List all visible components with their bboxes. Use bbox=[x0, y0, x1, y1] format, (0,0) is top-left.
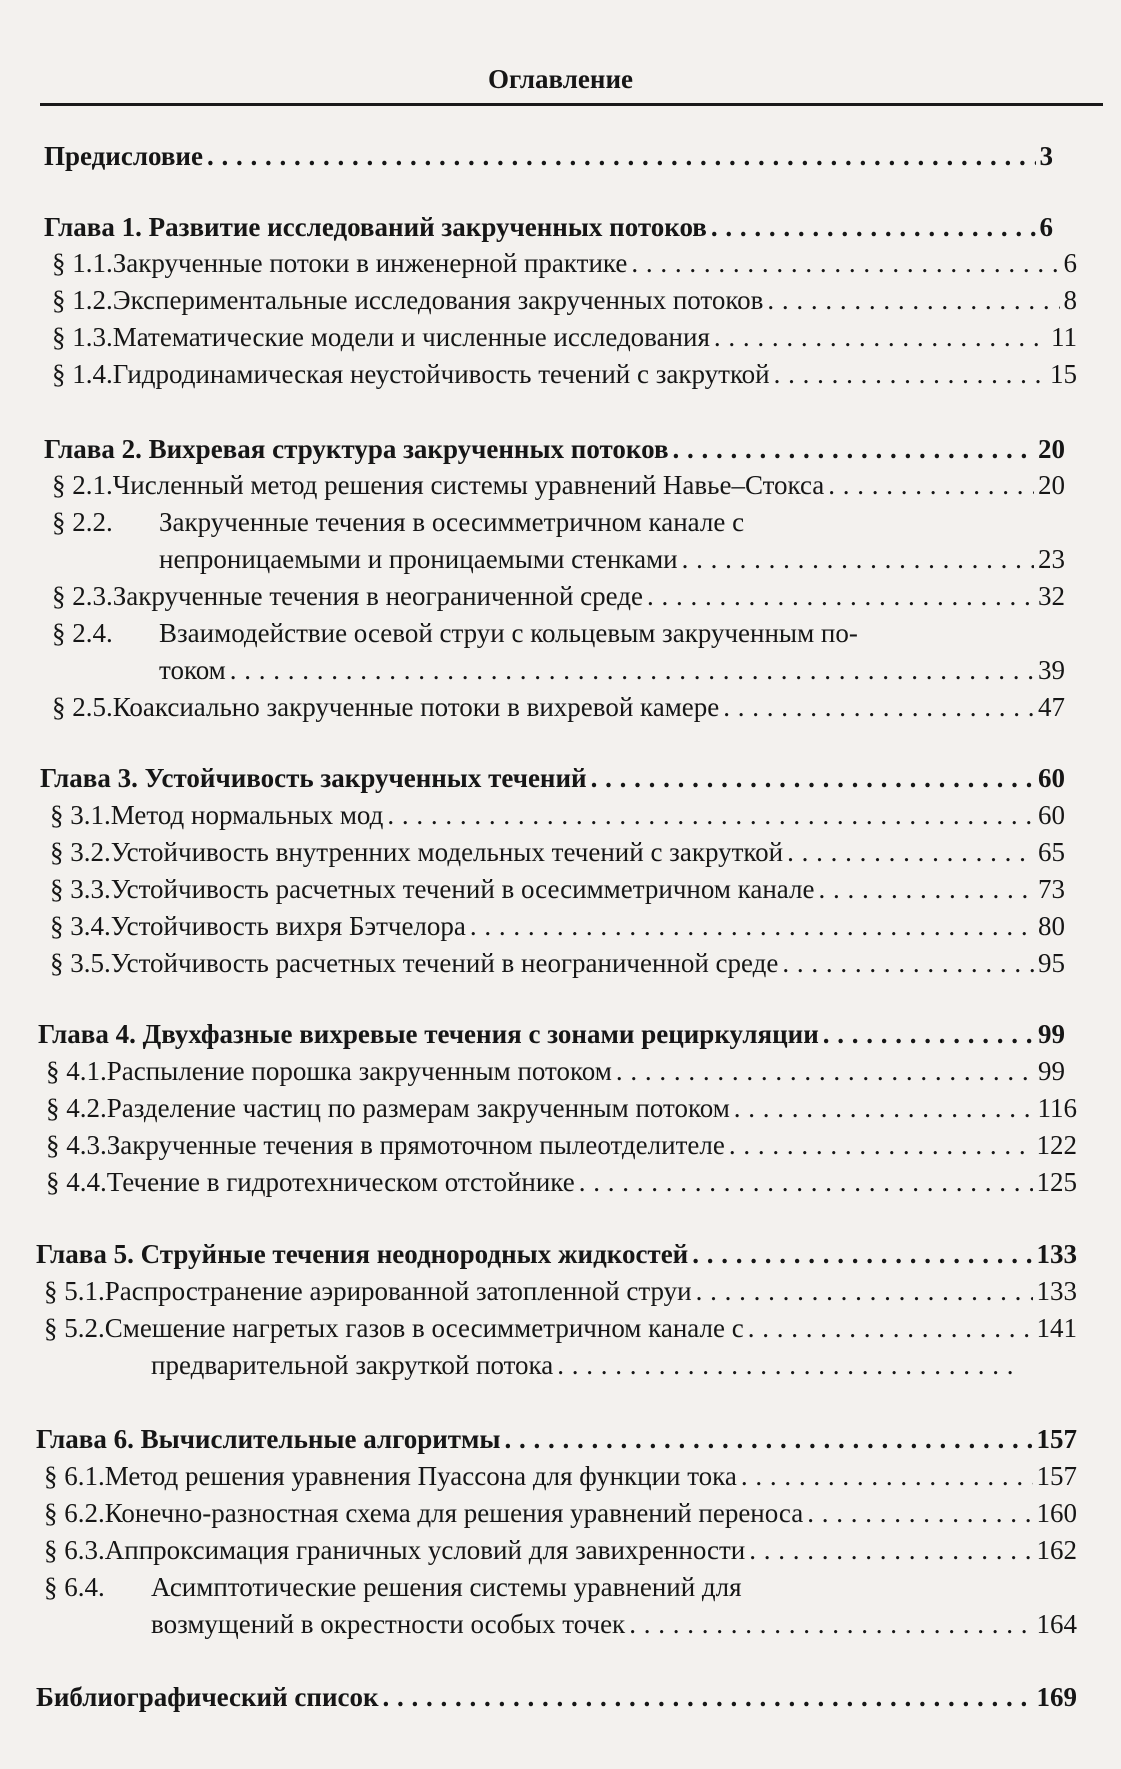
section-page: 99 bbox=[1038, 1056, 1065, 1086]
section-number: § 4.3. bbox=[46, 1130, 107, 1160]
dot-leader bbox=[616, 1055, 1034, 1087]
toc-entry-chapter-4[interactable] bbox=[38, 1018, 1065, 1050]
section-title: Метод решения уравнения Пуассона для функции тока bbox=[104, 1461, 737, 1491]
dot-leader bbox=[749, 1534, 1032, 1566]
section-title: Закрученные течения в неограниченной среде bbox=[112, 581, 643, 611]
section-page: 47 bbox=[1038, 692, 1065, 722]
dot-leader bbox=[714, 321, 1047, 353]
section-title: Распространение аэрированной затопленной струи bbox=[104, 1276, 692, 1306]
section-number: § 2.2. bbox=[52, 507, 113, 537]
dot-leader bbox=[696, 1275, 1033, 1307]
section-page: 164 bbox=[1036, 1609, 1077, 1639]
toc-entry-section-4-2[interactable] bbox=[46, 1092, 1077, 1124]
section-title: Численный метод решения системы уравнений Навье–Стокса bbox=[112, 470, 825, 500]
dot-leader bbox=[823, 1018, 1034, 1050]
section-title-continued: током bbox=[159, 655, 226, 685]
section-title: Коаксиально закрученные потоки в вихревой камере bbox=[112, 692, 720, 722]
section-number: § 6.4. bbox=[44, 1572, 105, 1602]
chapter-title: Глава 1. Развитие исследований закрученных потоков bbox=[44, 212, 707, 242]
chapter-title: Глава 6. Вычислительные алгоритмы bbox=[36, 1424, 501, 1454]
toc-entry-section-2-4-cont[interactable] bbox=[159, 654, 1065, 686]
toc-entry-section-6-4[interactable] bbox=[44, 1571, 1077, 1603]
section-title: Закрученные течения в прямоточном пылеотделителе bbox=[106, 1130, 725, 1160]
dot-leader bbox=[692, 1238, 1032, 1270]
toc-heading: Оглавление bbox=[488, 64, 633, 94]
section-title: Устойчивость внутренних модельных течений с закруткой bbox=[110, 837, 784, 867]
toc-entry-section-5-1[interactable] bbox=[44, 1275, 1077, 1307]
section-title: Гидродинамическая неустойчивость течений с закруткой bbox=[112, 359, 770, 389]
dot-leader bbox=[673, 433, 1034, 465]
section-number: § 1.2. bbox=[52, 285, 113, 315]
chapter-title: Глава 3. Устойчивость закрученных течений bbox=[40, 763, 587, 793]
section-title: Экспериментальные исследования закрученных потоков bbox=[112, 285, 764, 315]
dot-leader bbox=[591, 762, 1034, 794]
section-number: § 3.3. bbox=[50, 874, 111, 904]
section-page: 73 bbox=[1038, 874, 1065, 904]
dot-leader bbox=[729, 1129, 1033, 1161]
toc-entry-section-6-4-cont[interactable] bbox=[151, 1608, 1077, 1640]
section-page: 160 bbox=[1036, 1498, 1077, 1528]
toc-entry-chapter-2[interactable] bbox=[44, 433, 1065, 465]
dot-leader bbox=[631, 247, 1059, 279]
toc-entry-section-4-1[interactable] bbox=[46, 1055, 1065, 1087]
section-number: § 6.2. bbox=[44, 1498, 105, 1528]
section-title: Распыление порошка закрученным потоком bbox=[106, 1056, 612, 1086]
toc-entry-section-5-2[interactable] bbox=[44, 1312, 1077, 1344]
section-title: Смешение нагретых газов в осесимметричном канале с bbox=[104, 1313, 744, 1343]
chapter-page: 60 bbox=[1038, 763, 1065, 793]
toc-entry-section-3-1[interactable] bbox=[50, 799, 1065, 831]
section-number: § 3.1. bbox=[50, 800, 111, 830]
toc-entry-section-3-3[interactable] bbox=[50, 873, 1065, 905]
section-page: 32 bbox=[1038, 581, 1065, 611]
toc-entry-section-4-4[interactable] bbox=[46, 1166, 1077, 1198]
section-number: § 3.2. bbox=[50, 837, 111, 867]
section-number: § 2.3. bbox=[52, 581, 113, 611]
toc-entry-section-1-3[interactable] bbox=[52, 321, 1077, 353]
dot-leader bbox=[819, 873, 1035, 905]
toc-entry-section-2-3[interactable] bbox=[52, 580, 1065, 612]
section-page: 141 bbox=[1036, 1313, 1077, 1343]
dot-leader bbox=[505, 1423, 1033, 1455]
section-page: 95 bbox=[1038, 948, 1065, 978]
dot-leader bbox=[387, 799, 1034, 831]
section-title: Конечно-разностная схема для решения уравнений переноса bbox=[104, 1498, 804, 1528]
section-page: 8 bbox=[1063, 285, 1077, 315]
section-number: § 2.5. bbox=[52, 692, 113, 722]
dot-leader bbox=[748, 1312, 1033, 1344]
toc-entry-section-6-3[interactable] bbox=[44, 1534, 1077, 1566]
section-page: 116 bbox=[1037, 1093, 1077, 1123]
section-page: 65 bbox=[1038, 837, 1065, 867]
section-title: Метод нормальных мод bbox=[110, 800, 384, 830]
toc-entry-section-2-2-cont[interactable] bbox=[159, 543, 1065, 575]
entry-page: 169 bbox=[1036, 1682, 1077, 1712]
section-title: Закрученные потоки в инженерной практике bbox=[112, 248, 628, 278]
toc-entry-chapter-6[interactable] bbox=[36, 1423, 1077, 1455]
section-number: § 1.3. bbox=[52, 322, 113, 352]
dot-leader bbox=[767, 284, 1059, 316]
toc-entry-chapter-1[interactable] bbox=[44, 211, 1053, 243]
section-page: 162 bbox=[1036, 1535, 1077, 1565]
section-number: § 3.4. bbox=[50, 911, 111, 941]
toc-entry-chapter-3[interactable] bbox=[40, 762, 1065, 794]
section-title: Математические модели и численные исследования bbox=[112, 322, 710, 352]
chapter-page: 133 bbox=[1036, 1239, 1077, 1269]
dot-leader bbox=[711, 211, 1036, 243]
dot-leader bbox=[774, 358, 1046, 390]
section-page: 157 bbox=[1036, 1461, 1077, 1491]
section-title-continued: непроницаемыми и проницаемыми стенками bbox=[159, 544, 678, 574]
chapter-page: 99 bbox=[1038, 1019, 1065, 1049]
toc-entry-section-1-1[interactable] bbox=[52, 247, 1077, 279]
dot-leader bbox=[807, 1497, 1032, 1529]
toc-entry-section-2-1[interactable] bbox=[52, 469, 1065, 501]
section-title: Взаимодействие осевой струи с кольцевым закрученным по- bbox=[159, 618, 858, 648]
section-number: § 3.5. bbox=[50, 948, 111, 978]
toc-entry-section-3-4[interactable] bbox=[50, 910, 1065, 942]
dot-leader bbox=[741, 1460, 1033, 1492]
section-page: 23 bbox=[1038, 544, 1065, 574]
section-title: Устойчивость расчетных течений в осесимметричном канале bbox=[110, 874, 815, 904]
section-page: 122 bbox=[1036, 1130, 1077, 1160]
dot-leader bbox=[470, 910, 1034, 942]
section-number: § 2.4. bbox=[52, 618, 113, 648]
toc-entry-section-4-3[interactable] bbox=[46, 1129, 1077, 1161]
dot-leader bbox=[579, 1166, 1033, 1198]
section-page: 6 bbox=[1063, 248, 1077, 278]
chapter-page: 6 bbox=[1039, 212, 1053, 242]
dot-leader bbox=[787, 836, 1034, 868]
chapter-title: Глава 4. Двухфазные вихревые течения с зонами рециркуляции bbox=[38, 1019, 819, 1049]
section-number: § 5.1. bbox=[44, 1276, 105, 1306]
chapter-title: Глава 2. Вихревая структура закрученных потоков bbox=[44, 434, 669, 464]
section-title-continued: возмущений в окрестности особых точек bbox=[151, 1609, 626, 1639]
toc-entry-chapter-5[interactable] bbox=[36, 1238, 1077, 1270]
toc-entry-section-1-4[interactable] bbox=[52, 358, 1077, 390]
section-title: Разделение частиц по размерам закрученным потоком bbox=[106, 1093, 730, 1123]
chapter-title: Глава 5. Струйные течения неоднородных жидкостей bbox=[36, 1239, 689, 1269]
section-number: § 1.1. bbox=[52, 248, 113, 278]
dot-leader bbox=[828, 469, 1034, 501]
chapter-page: 157 bbox=[1036, 1424, 1077, 1454]
section-title: Закрученные течения в осесимметричном канале с bbox=[159, 507, 745, 537]
section-page: 125 bbox=[1036, 1167, 1077, 1197]
section-number: § 2.1. bbox=[52, 470, 113, 500]
section-number: § 4.2. bbox=[46, 1093, 107, 1123]
dot-leader bbox=[647, 580, 1034, 612]
toc-entry-section-3-2[interactable] bbox=[50, 836, 1065, 868]
dot-leader bbox=[682, 543, 1034, 575]
dot-leader bbox=[557, 1349, 1017, 1381]
section-number: § 5.2. bbox=[44, 1313, 105, 1343]
dot-leader bbox=[207, 140, 1036, 172]
section-page: 80 bbox=[1038, 911, 1065, 941]
section-page: 60 bbox=[1038, 800, 1065, 830]
dot-leader bbox=[383, 1681, 1033, 1713]
section-number: § 4.4. bbox=[46, 1167, 107, 1197]
section-number: § 1.4. bbox=[52, 359, 113, 389]
heading-rule bbox=[40, 103, 1103, 106]
section-page: 39 bbox=[1038, 655, 1065, 685]
toc-entry-bibliography[interactable] bbox=[36, 1681, 1077, 1713]
toc-entry-section-1-2[interactable] bbox=[52, 284, 1077, 316]
section-number: § 4.1. bbox=[46, 1056, 107, 1086]
section-page: 20 bbox=[1038, 470, 1065, 500]
toc-entry-section-2-4[interactable] bbox=[52, 617, 1065, 649]
section-number: § 6.1. bbox=[44, 1461, 105, 1491]
section-page: 133 bbox=[1036, 1276, 1077, 1306]
section-title: Устойчивость вихря Бэтчелора bbox=[110, 911, 466, 941]
entry-title: Библиографический список bbox=[36, 1682, 379, 1712]
chapter-page: 20 bbox=[1038, 434, 1065, 464]
toc-entry-section-2-5[interactable] bbox=[52, 691, 1065, 723]
toc-entry-section-5-2-cont[interactable] bbox=[151, 1349, 1021, 1381]
entry-title: Предисловие bbox=[44, 141, 203, 171]
section-title: Аппроксимация граничных условий для завихренности bbox=[104, 1535, 746, 1565]
toc-entry-section-6-1[interactable] bbox=[44, 1460, 1077, 1492]
dot-leader bbox=[629, 1608, 1032, 1640]
dot-leader bbox=[723, 691, 1034, 723]
dot-leader bbox=[782, 947, 1034, 979]
section-title-continued: предварительной закруткой потока bbox=[151, 1350, 554, 1380]
section-page: 15 bbox=[1050, 359, 1077, 389]
toc-entry-preface[interactable] bbox=[44, 140, 1053, 172]
section-number: § 6.3. bbox=[44, 1535, 105, 1565]
toc-entry-section-6-2[interactable] bbox=[44, 1497, 1077, 1529]
section-title: Течение в гидротехническом отстойнике bbox=[106, 1167, 575, 1197]
dot-leader bbox=[734, 1092, 1034, 1124]
section-page: 11 bbox=[1051, 322, 1077, 352]
toc-entry-section-3-5[interactable] bbox=[50, 947, 1065, 979]
dot-leader bbox=[230, 654, 1034, 686]
entry-page: 3 bbox=[1039, 141, 1053, 171]
toc-entry-section-2-2[interactable] bbox=[52, 506, 1065, 538]
section-title: Асимптотические решения системы уравнений для bbox=[151, 1572, 742, 1602]
section-title: Устойчивость расчетных течений в неограниченной среде bbox=[110, 948, 779, 978]
